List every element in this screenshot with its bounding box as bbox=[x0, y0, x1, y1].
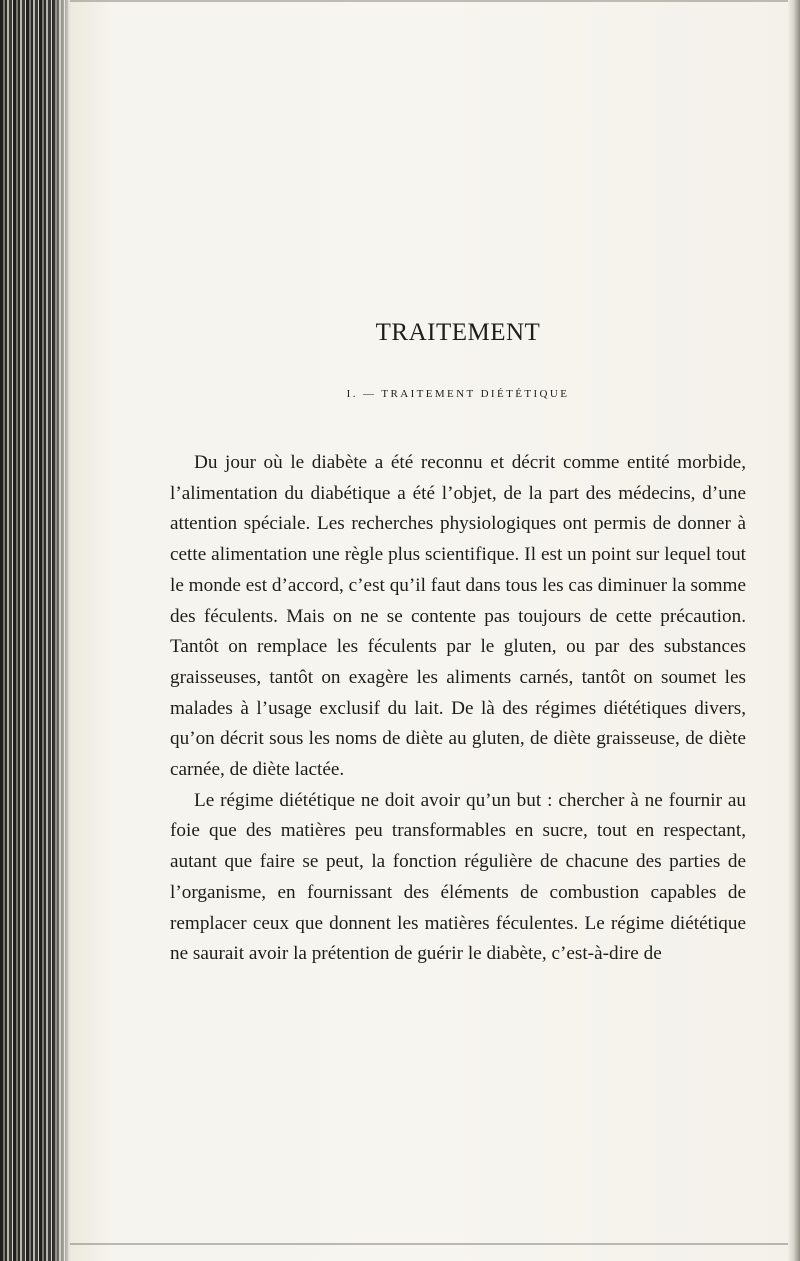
page-content bbox=[170, 320, 746, 970]
chapter-title: TRAITEMENT bbox=[375, 319, 541, 346]
paragraph-1: Du jour où le diabète a été reconnu et décrit comme entité morbide, l’alimentation du diabétique a été l’objet, de la part des médecins, d’une attention spéciale. Les recherches physiologiques ont permis de donner à cette alimentation une règle plus scientifique. Il est un point sur lequel tout le monde est d’accord, c’est qu’il faut dans tous les cas diminuer la somme des féculents. Mais on ne se contente pas toujours de cette précaution. Tantôt on remplace les féculents par le gluten, ou par des substances graisseuses, tantôt on exagère les aliments carnés, tantôt on soumet les malades à l’usage exclusif du lait. De là des régimes diététiques divers, qu’on décrit sous les noms de diète au gluten, de diète graisseuse, de diète carnée, de diète lactée. bbox=[170, 452, 746, 781]
page-bottom-edge bbox=[70, 1243, 788, 1245]
book-binding-edge bbox=[0, 0, 70, 1261]
page-top-edge bbox=[70, 0, 788, 2]
section-heading: I. — TRAITEMENT DIÉTÉTIQUE bbox=[346, 388, 570, 400]
page-right-edge bbox=[788, 0, 800, 1261]
paragraph-2: Le régime diététique ne doit avoir qu’un but : chercher à ne fournir au foie que des matières peu transformables en sucre, tout en respectant, autant que faire se peut, la fonction régulière de chacune des parties de l’organisme, en fournissant des éléments de combustion capables de remplacer ceux que donnent les matières féculentes. Le régime diététique ne saurait avoir la prétention de guérir le diabète, c’est-à-dire de bbox=[170, 789, 746, 965]
body-text bbox=[170, 448, 746, 970]
